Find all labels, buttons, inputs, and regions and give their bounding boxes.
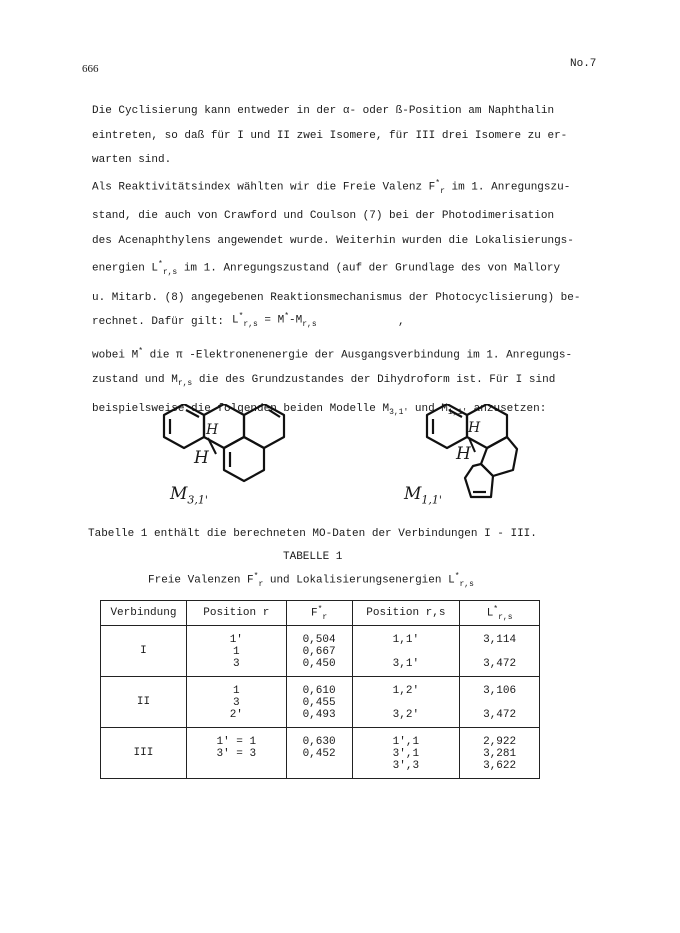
- text-line: stand, die auch von Crawford und Coulson (7) bei der Photodimerisation: [92, 210, 555, 223]
- equation-comma: ,: [398, 316, 405, 328]
- position-r-cell: 1' = 1 3' = 3: [186, 728, 286, 779]
- table-row: [101, 728, 540, 779]
- position-rs-cell: 1,2' 3,2': [352, 677, 460, 728]
- compound-cell: III: [101, 728, 187, 779]
- table-subtitle: Freie Valenzen $F^*_r$ und Lokalisierungsenergien $L^*_{r,s}$: [148, 572, 474, 589]
- table-intro: Tabelle 1 enthält die berechneten MO-Daten der Verbindungen I - III.: [88, 528, 537, 540]
- table-row: [101, 626, 540, 677]
- free-valence-cell: 0,504 0,667 0,450: [286, 626, 352, 677]
- h-atom-label: H: [456, 444, 471, 464]
- journal-number: No.7: [570, 58, 597, 70]
- position-rs-cell: 1,1' 3,1': [352, 626, 460, 677]
- molecule-label-m11: $M_{1,1'}$: [404, 484, 442, 507]
- molecule-m31-structure: [160, 404, 290, 494]
- header-free-valence: $F^*_r$: [286, 601, 352, 626]
- localization-energy-cell: 3,114 3,472: [460, 626, 540, 677]
- equation-localization-energy: $L^*_{r,s} = M^*-M_{r,s}$: [232, 312, 317, 329]
- text-line: Als Reaktivitätsindex wählten wir die Freie Valenz $F^*_r$ im 1. Anregungszu-: [92, 179, 571, 196]
- text-line: rechnet. Dafür gilt:: [92, 316, 225, 329]
- table-title: TABELLE 1: [283, 551, 343, 563]
- position-rs-cell: 1',1 3',1 3',3: [352, 728, 460, 779]
- paragraph-cyclisation: [92, 99, 612, 173]
- compound-cell: I: [101, 626, 187, 677]
- header-localization-energy: $L^*_{r,s}$: [460, 601, 540, 626]
- text-line: des Acenaphthylens angewendet wurde. Weiterhin wurden die Lokalisierungs-: [92, 234, 574, 247]
- text-line: warten sind.: [92, 154, 172, 166]
- h-atom-label: H: [206, 422, 219, 438]
- text-line: energien $L^*_{r,s}$ im 1. Anregungszustand (auf der Grundlage des von Mallory: [92, 260, 561, 278]
- table-row: [101, 677, 540, 728]
- localization-energy-cell: 2,922 3,281 3,622: [460, 728, 540, 779]
- header-position-r: Position r: [186, 601, 286, 626]
- h-atom-label: H: [468, 420, 481, 436]
- localization-energy-cell: 3,106 3,472: [460, 677, 540, 728]
- position-r-cell: 1 3 2': [186, 677, 286, 728]
- compound-cell: II: [101, 677, 187, 728]
- paragraph-reactivity-index: [92, 172, 612, 335]
- text-line: eintreten, so daß für I und II zwei Isomere, für III drei Isomere zu er-: [92, 129, 568, 142]
- page-number: 666: [82, 63, 99, 75]
- text-line: beispielsweise die folgenden beiden Modelle $M_{3,1'}$ und $M_{1,1'}$ anzusetzen:: [92, 402, 547, 418]
- text-line: zustand und $M_{r,s}$ die des Grundzustandes der Dihydroform ist. Für I sind: [92, 374, 556, 389]
- free-valence-cell: 0,630 0,452: [286, 728, 352, 779]
- mo-data-table: [100, 600, 540, 779]
- free-valence-cell: 0,610 0,455 0,493: [286, 677, 352, 728]
- header-compound: Verbindung: [101, 601, 187, 626]
- header-position-rs: Position r,s: [352, 601, 460, 626]
- text-line: wobei M* die π -Elektronenenergie der Ausgangsverbindung im 1. Anregungs-: [92, 347, 573, 362]
- h-atom-label: H: [194, 448, 209, 468]
- position-r-cell: 1' 1 3: [186, 626, 286, 677]
- text-line: u. Mitarb. (8) angegebenen Reaktionsmechanismus der Photocyclisierung) be-: [92, 291, 581, 304]
- molecule-label-m31: $M_{3,1'}$: [170, 484, 208, 507]
- text-line: Die Cyclisierung kann entweder in der α- oder ß-Position am Naphthalin: [92, 105, 555, 117]
- table-header-row: [101, 601, 540, 626]
